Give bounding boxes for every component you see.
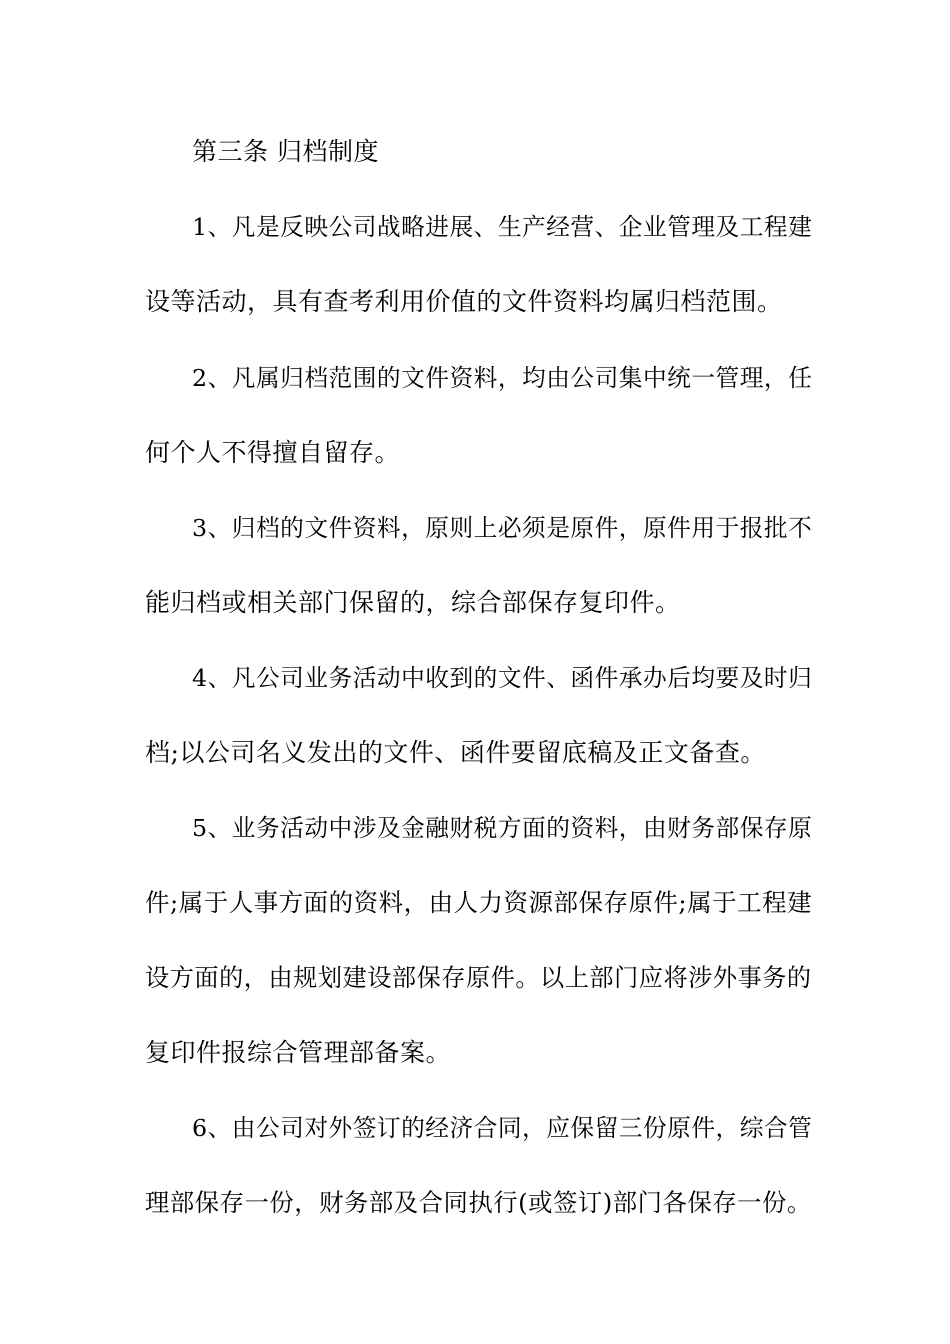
paragraph-line: 理部保存一份，财务部及合同执行(或签订)部门各保存一份。 (145, 1188, 812, 1217)
paragraph-line: 5、业务活动中涉及金融财税方面的资料，由财务部保存原 (192, 814, 813, 842)
paragraph-line: 4、凡公司业务活动中收到的文件、函件承办后均要及时归 (192, 664, 813, 692)
paragraph-line: 复印件报综合管理部备案。 (145, 1038, 452, 1067)
paragraph-line: 设方面的，由规划建设部保存原件。以上部门应将涉外事务的 (145, 964, 812, 992)
section-heading: 第三条 归档制度 (192, 137, 379, 166)
paragraph-line: 3、归档的文件资料，原则上必须是原件，原件用于报批不 (192, 514, 813, 542)
paragraph-line: 2、凡属归档范围的文件资料，均由公司集中统一管理，任 (192, 364, 813, 392)
paragraph-line: 件;属于人事方面的资料，由人力资源部保存原件;属于工程建 (145, 888, 813, 917)
paragraph-line: 档;以公司名义发出的文件、函件要留底稿及正文备查。 (145, 738, 766, 767)
paragraph-line: 1、凡是反映公司战略进展、生产经营、企业管理及工程建 (192, 213, 813, 241)
paragraph-line: 6、由公司对外签订的经济合同，应保留三份原件，综合管 (192, 1114, 813, 1142)
paragraph-line: 能归档或相关部门保留的，综合部保存复印件。 (145, 588, 681, 617)
paragraph-line: 何个人不得擅自留存。 (145, 438, 401, 467)
paragraph-line: 设等活动，具有查考利用价值的文件资料均属归档范围。 (145, 287, 783, 316)
